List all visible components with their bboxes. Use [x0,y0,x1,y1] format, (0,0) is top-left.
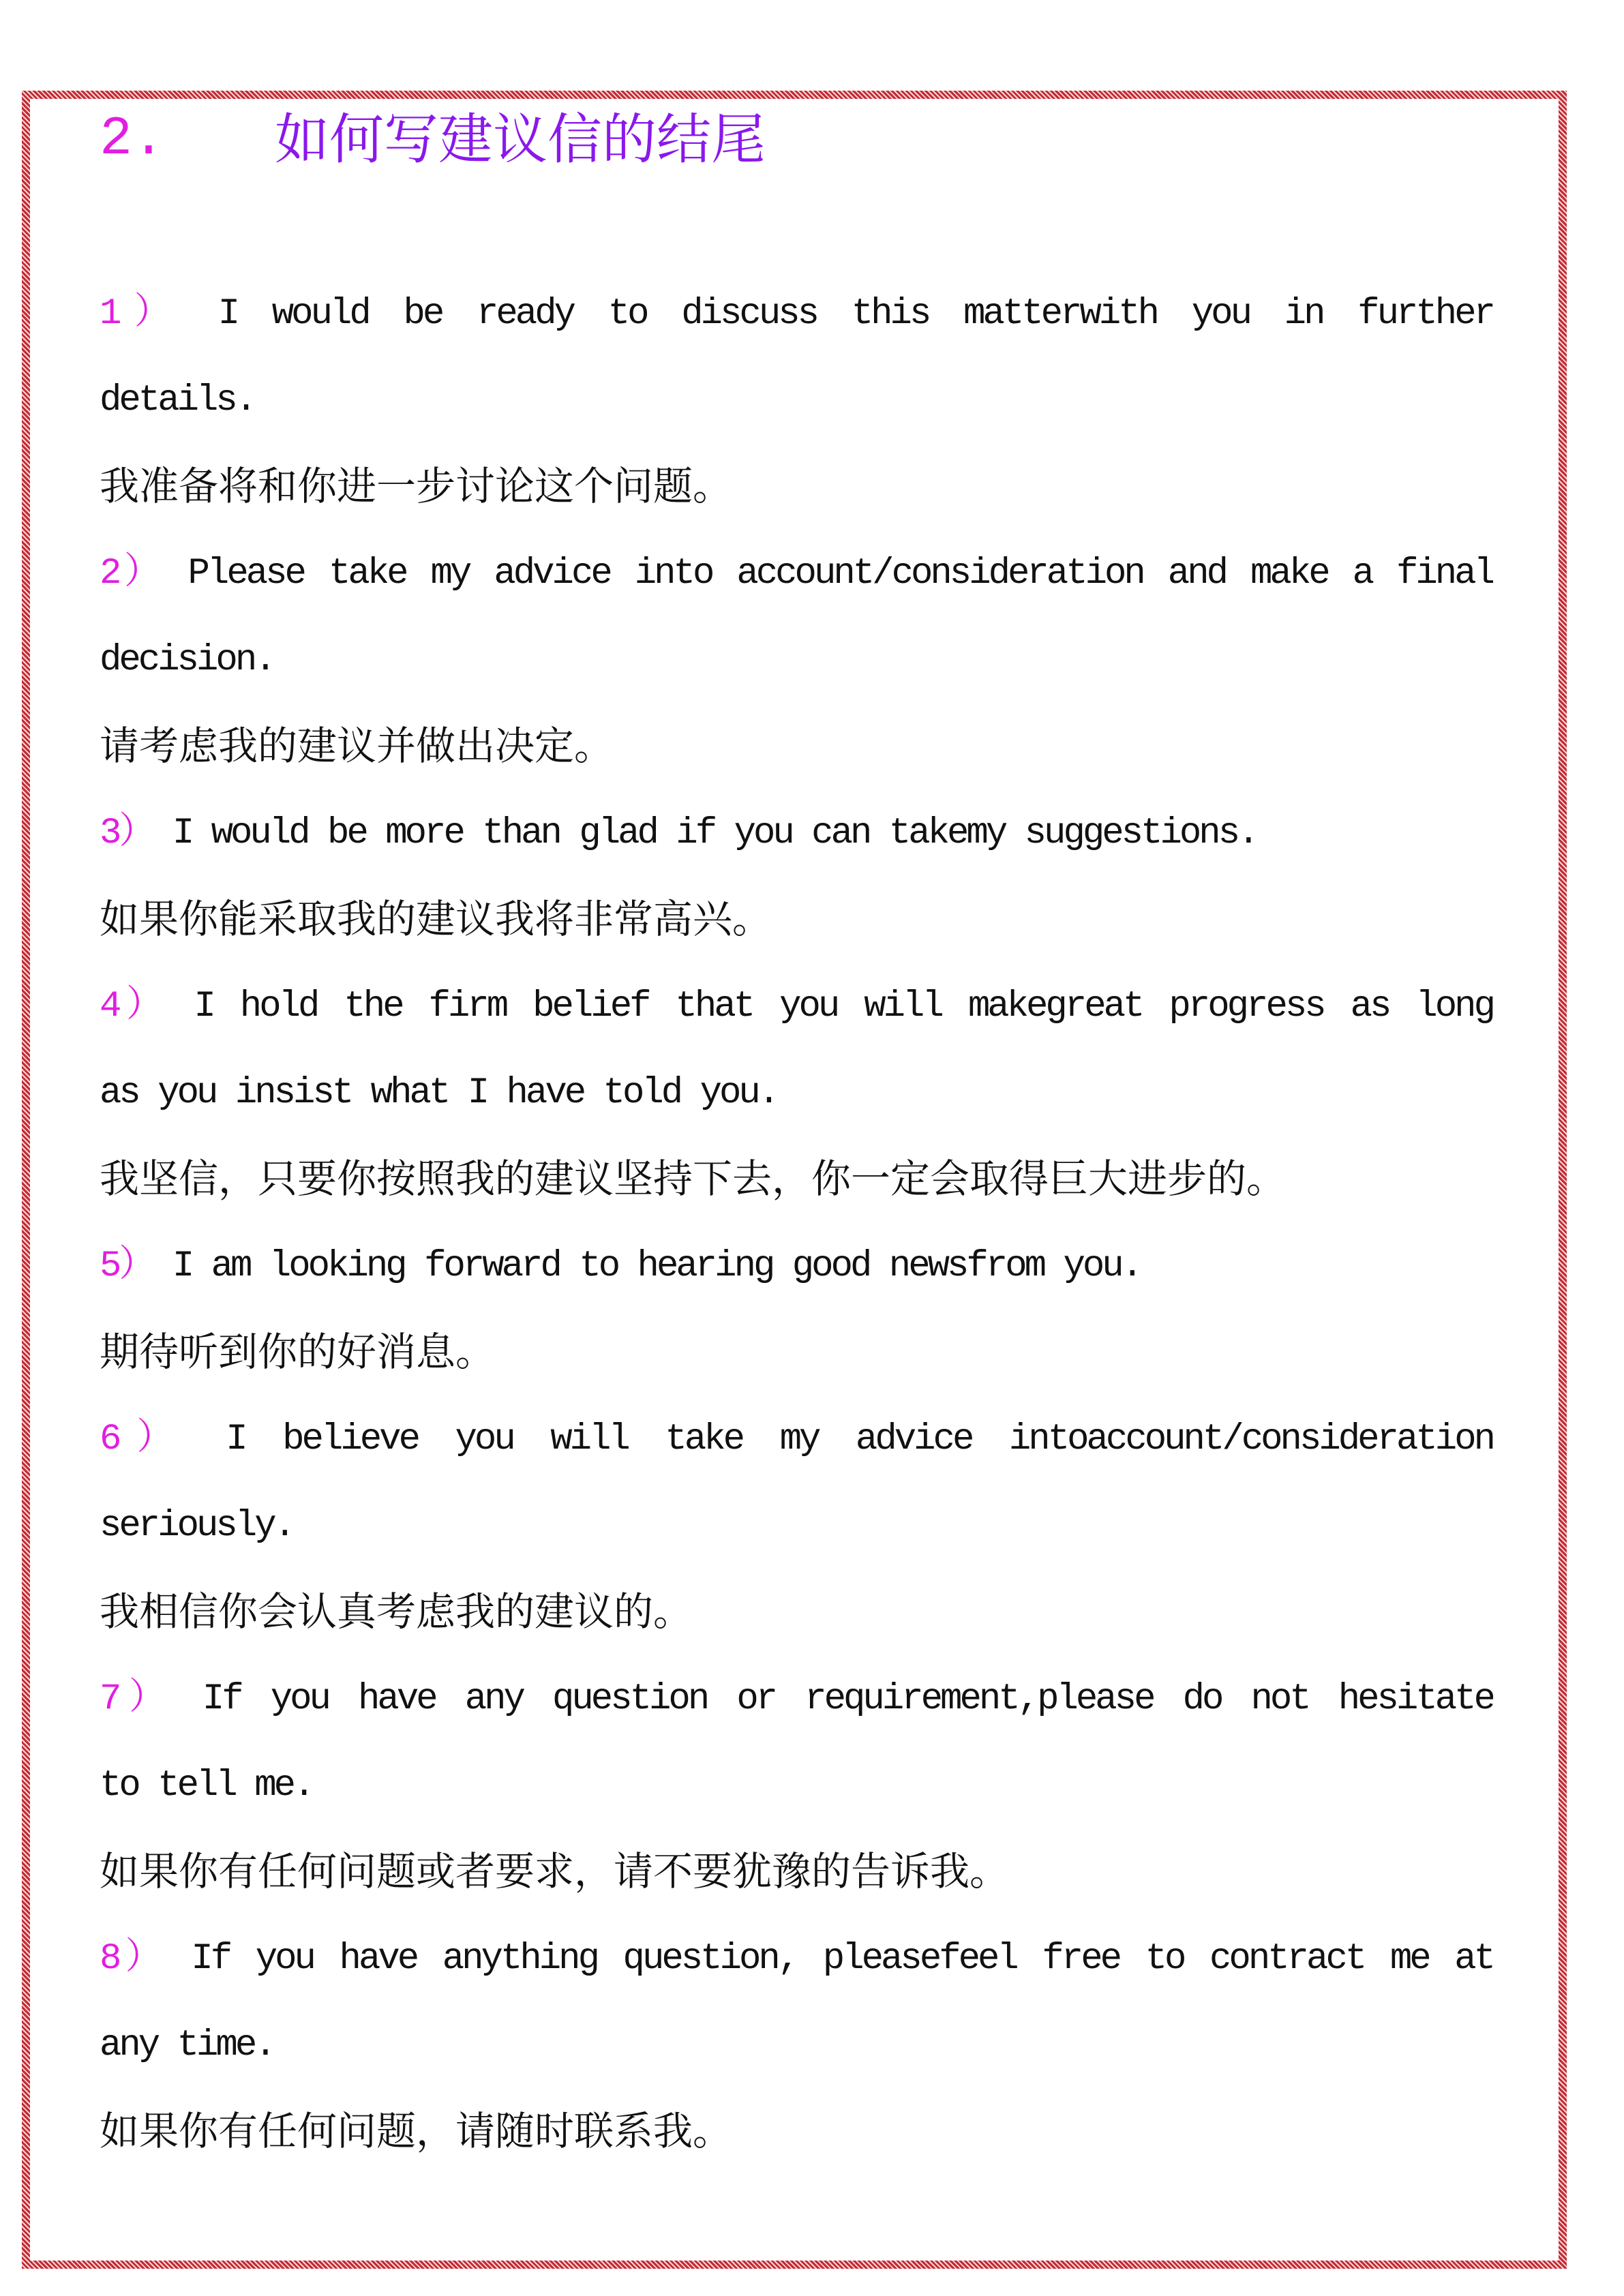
phrase-english-continuation: details. [100,380,255,421]
phrase-english-continuation: to tell me. [100,1765,313,1807]
phrase-english: Please take my advice into account/consideration and make a final [187,553,1493,594]
phrase-english-line [100,1233,1493,1301]
phrase-english: I would be more than glad if you can takemy suggestions. [172,813,1257,854]
item-number: 4） [100,986,168,1027]
phrase-chinese-translation: 我坚信，只要你按照我的建议坚持下去，你一定会取得巨大进步的。 [100,1155,1287,1202]
item-number: 7） [100,1678,173,1720]
item-number: 5） [100,1245,153,1287]
phrase-english: If you have any question or requirement,please do not hesitate [202,1678,1493,1720]
phrase-english: If you have anything question, pleasefeel free to contract me at [191,1938,1493,1980]
phrase-english: I believe you will take my advice intoaccount/consideration [226,1419,1493,1460]
phrase-english-line [100,540,1493,608]
phrase-english: I hold the firm belief that you will makegreat progress as long [194,986,1493,1027]
phrase-chinese-translation: 请考虑我的建议并做出决定。 [100,723,614,769]
phrase-english-line [100,1406,1493,1474]
section-heading: 如何写建议信的结尾 [275,108,766,171]
phrase-english: I am looking forward to hearing good newsfrom you. [172,1245,1141,1287]
item-number: 6） [100,1419,189,1460]
phrase-english-line [100,800,1493,868]
phrase-english-continuation: seriously. [100,1505,294,1547]
phrase-chinese-translation: 如果你有任何问题或者要求，请不要犹豫的告诉我。 [100,1848,1010,1894]
phrase-english-continuation: decision. [100,639,274,681]
phrase-chinese-translation: 如果你有任何问题，请随时联系我。 [100,2108,733,2154]
item-number: 3） [100,813,153,854]
phrase-english-line [100,280,1493,348]
phrase-english-continuation: any time. [100,2025,274,2066]
item-number: 2） [100,553,164,594]
phrase-chinese-translation: 我相信你会认真考虑我的建议的。 [100,1588,693,1635]
phrase-english-line [100,973,1493,1041]
phrase-chinese-translation: 如果你能采取我的建议我将非常高兴。 [100,896,772,942]
phrase-chinese-translation: 期待听到你的好消息。 [100,1329,496,1375]
item-number: 8） [100,1938,166,1980]
phrase-english-continuation: as you insist what I have told you. [100,1072,778,1114]
section-number: 2. [100,108,166,170]
phrase-chinese-translation: 我准备将和你进一步讨论这个问题。 [100,463,733,509]
phrase-english-line [100,1925,1493,1993]
phrase-english-line [100,1665,1493,1734]
item-number: 1） [100,293,183,335]
phrase-english: I would be ready to discuss this matterwith you in further [217,293,1493,335]
